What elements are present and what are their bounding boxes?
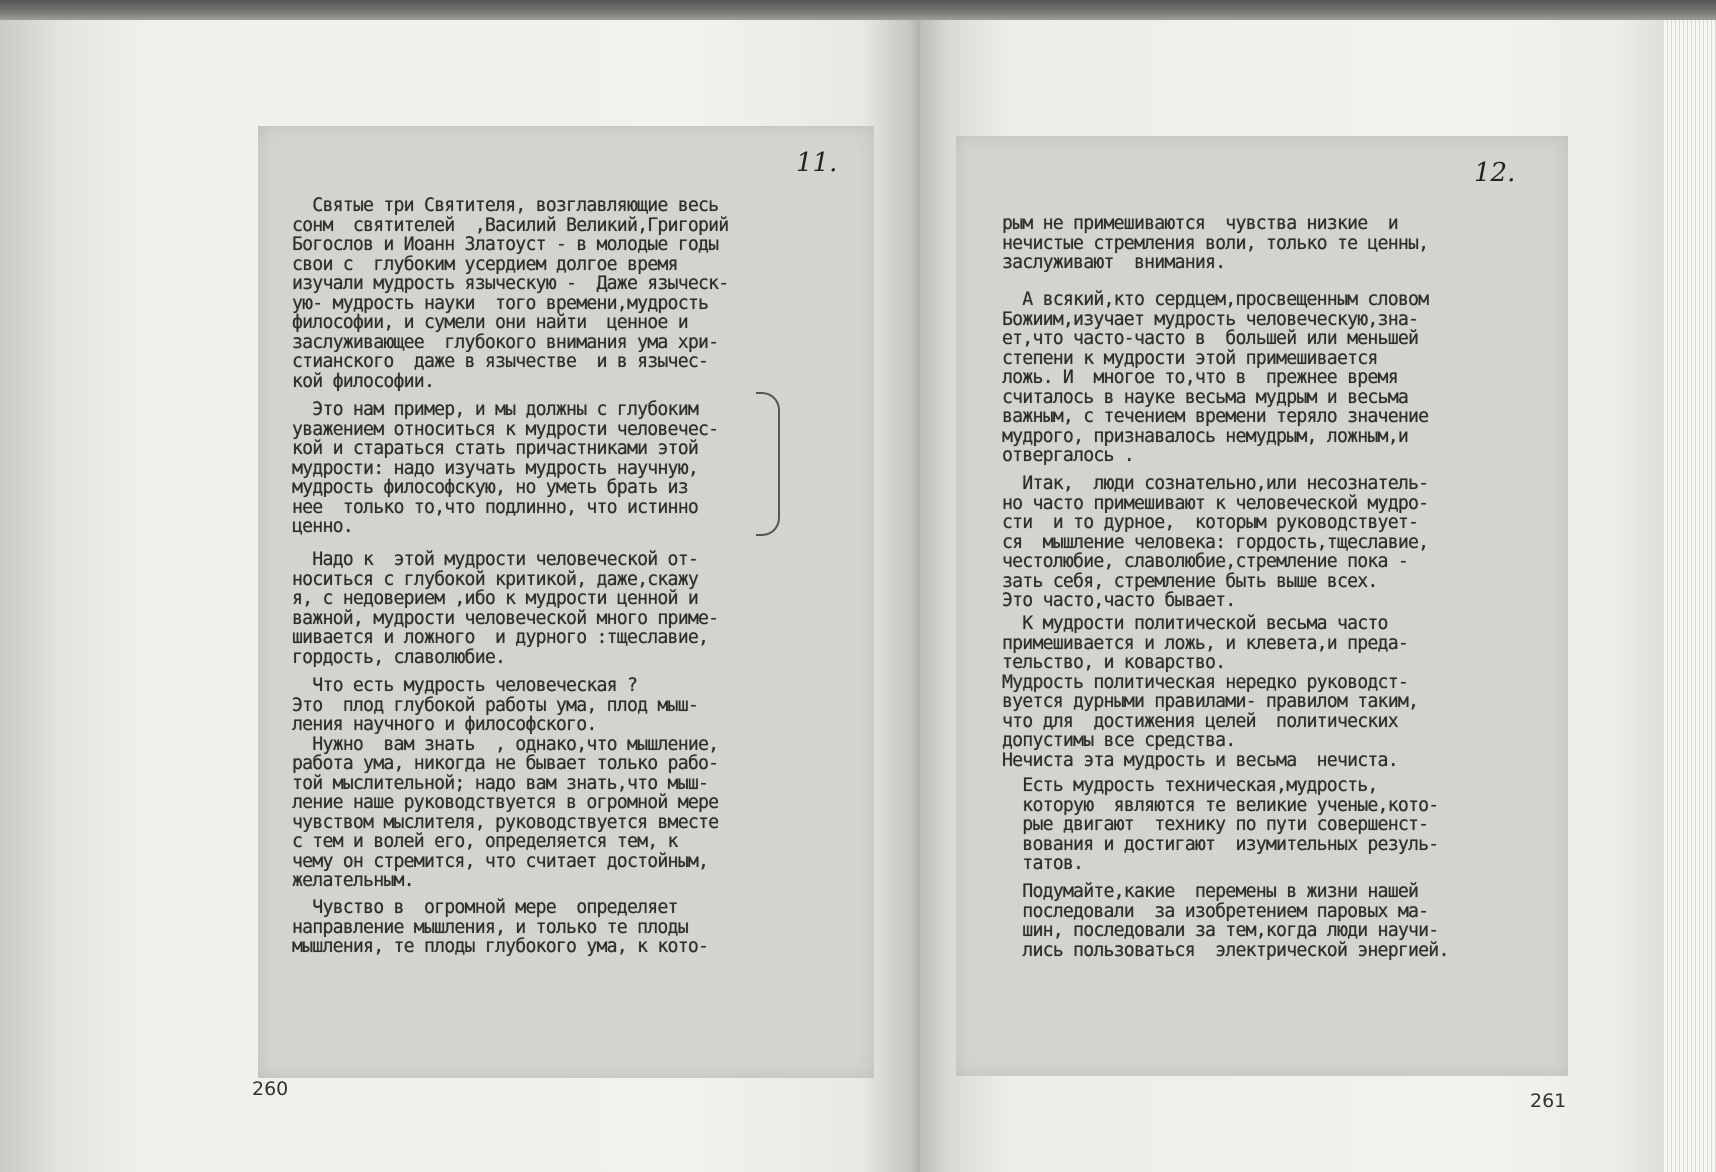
left-paragraph-1: Святые три Святителя, возглавляющие весь сонм святителей ,Василий Великий,Григорий Богослов и Иоанн Златоуст - в молодые годы свои с глубоким усердием долгое время изучали мудрость языческую - Даже языческ- ую- мудрость науки того времени,мудрость философии, и сумели они найти ценное и заслуживающее глубокого внимания ума хри- стианского даже в язычестве и в язычес- кой философии. <box>292 195 729 392</box>
left-paragraph-4: Что есть мудрость человеческая ? Это плод глубокой работы ума, плод мыш- ления научного и философского. Нужно вам знать , однако,что мышление, работа ума, никогда не бывает только рабо- той мыслительной; надо вам знать,что мыш- ление наше руководствуется в огромной мере чувством мыслителя, руководствуется вместе с тем и волей его, определяется тем, к чему он стремится, что считает достойным, желательным. <box>292 675 719 891</box>
scanner-edge <box>0 0 1716 22</box>
left-paragraph-2: Это нам пример, и мы должны с глубоким уважением относиться к мудрости человечес- кой и стараться стать причастниками этой мудрости: надо изучать мудрость научную, мудрость философскую, но уметь брать из нее только то,что подлинно, что истинно ценно. <box>292 399 719 537</box>
right-page-number: 261 <box>1530 1090 1567 1112</box>
left-sheet-number: 11. <box>796 148 838 178</box>
right-paragraph-3: Итак, люди сознательно,или несознатель- но часто примешивают к человеческой мудро- сти и то дурное, которым руководствует- ся мышление человека: гордость,тщеславие, честолюбие, славолюбие,стремление пока - зать себя, стремление быть выше всех. Это часто,часто бывает. <box>1002 473 1429 611</box>
margin-bracket <box>756 392 780 536</box>
right-sheet-number: 12. <box>1474 158 1516 188</box>
left-typescript-sheet <box>258 126 874 1078</box>
left-paragraph-5: Чувство в огромной мере определяет направление мышления, и только те плоды мышления, те плоды глубокого ума, к кото- <box>292 897 709 957</box>
book-spread <box>0 20 1716 1172</box>
right-paragraph-2: А всякий,кто сердцем,просвещенным словом Божиим,изучает мудрость человеческую,зна- ет,что часто-часто в большей или меньшей степени к мудрости этой примешивается ложь. И многое то,что в прежнее время считалось в науке весьма мудрым и весьма важным, с течением времени теряло значение мудрого, признавалось немудрым, ложным,и отвергалось . <box>1002 289 1429 466</box>
right-paragraph-4: К мудрости политической весьма часто примешивается и ложь, и клевета,и преда- тельство, и коварство. Мудрость политическая нередко руководст- вуется дурными правилами- правилом таким, что для достижения целей политических допустимы все средства. Нечиста эта мудрость и весьма нечиста. <box>1002 613 1419 771</box>
page-block-edges <box>1664 20 1716 1172</box>
left-page-number: 260 <box>252 1078 289 1100</box>
right-paragraph-1: рым не примешиваются чувства низкие и нечистые стремления воли, только те ценны, заслуживают внимания. <box>1002 213 1429 273</box>
right-paragraph-5: Есть мудрость техническая,мудрость, которую являются те великие ученые,кото- рые двигают технику по пути совершенст- вования и достигают изумительных резуль- татов. <box>1022 775 1439 874</box>
right-paragraph-6: Подумайте,какие перемены в жизни нашей последовали за изобретением паровых ма- шин, последовали за тем,когда люди научи- лись пользоваться электрической энергией. <box>1022 881 1449 961</box>
left-paragraph-3: Надо к этой мудрости человеческой от- носиться с глубокой критикой, даже,скажу я, с недоверием ,ибо к мудрости ценной и важной, мудрости человеческой много приме- шивается и ложного и дурного :тщеславие, гордость, славолюбие. <box>292 549 719 668</box>
right-typescript-sheet <box>956 136 1568 1076</box>
